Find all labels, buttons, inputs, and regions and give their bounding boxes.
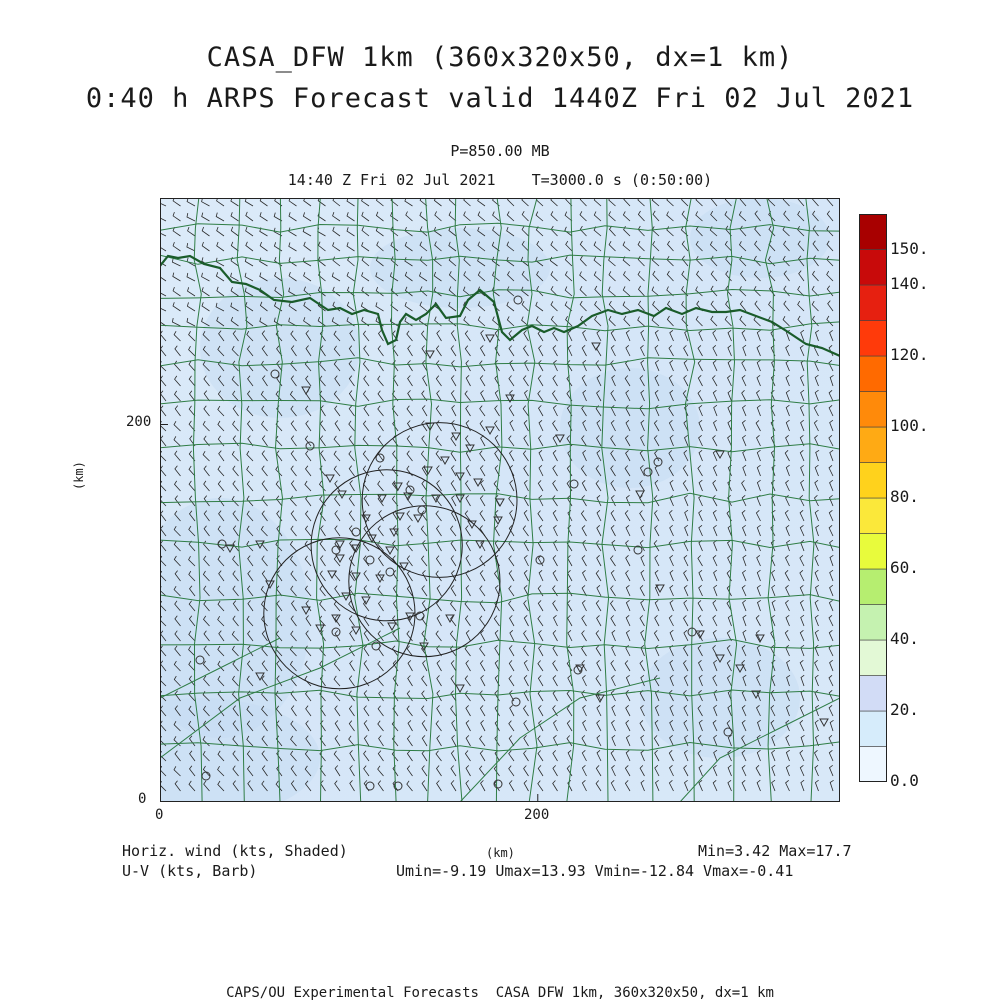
colorbar-label: 20. [890,700,919,719]
colorbar-label: 140. [890,274,929,293]
colorbar-label: 150. [890,238,929,258]
colorbar [859,214,887,782]
wind-map [160,198,840,802]
wind-shade-patch [370,228,550,308]
colorbar-bin [859,534,887,570]
colorbar-bin [859,250,887,286]
x-tick-label: 0 [155,807,164,823]
colorbar-bin [859,214,887,250]
wind-shade-patch [640,638,800,758]
colorbar-label: 120. [890,345,929,364]
y-axis-unit: (km) [72,461,86,490]
colorbar-label: 0.0 [890,771,919,790]
title-line-1: CASA_DFW 1km (360x320x50, dx=1 km) [206,42,794,73]
credit-line: CAPS/OU Experimental Forecasts CASA DFW 1km, 360x320x50, dx=1 km [226,985,774,1001]
x-axis-unit: (km) [486,846,515,860]
colorbar-bin [859,676,887,712]
colorbar-bin [859,640,887,676]
colorbar-bin [859,498,887,534]
field-label-shaded: Horiz. wind (kts, Shaded) [122,842,348,860]
colorbar-bin [859,356,887,392]
y-tick-label: 200 [126,414,152,430]
colorbar-bin [859,427,887,463]
title-line-2: 0:40 h ARPS Forecast valid 1440Z Fri 02 Jul 2021 [85,83,915,114]
x-tick-label: 200 [524,807,550,823]
colorbar-bin [859,463,887,499]
colorbar-bin [859,605,887,641]
min-max-readout: Min=3.42 Max=17.7 [698,842,852,860]
colorbar-label: 60. [890,558,919,577]
colorbar-bin [859,392,887,428]
uv-min-max-readout: Umin=-9.19 Umax=13.93 Vmin=-12.84 Vmax=-0.41 [396,862,794,880]
colorbar-bin [859,711,887,747]
y-tick-label: 0 [138,791,147,807]
colorbar-bin [859,747,887,783]
colorbar-bin [859,569,887,605]
valid-time: 14:40 Z Fri 02 Jul 2021 T=3000.0 s (0:50:00) [287,171,713,189]
colorbar-bin [859,321,887,357]
colorbar-label: 100. [890,416,929,435]
pressure-level: P=850.00 MB [450,142,550,160]
colorbar-bin [859,285,887,321]
field-label-barb: U-V (kts, Barb) [122,862,258,880]
colorbar-label: 40. [890,629,919,648]
colorbar-label: 80. [890,487,919,506]
